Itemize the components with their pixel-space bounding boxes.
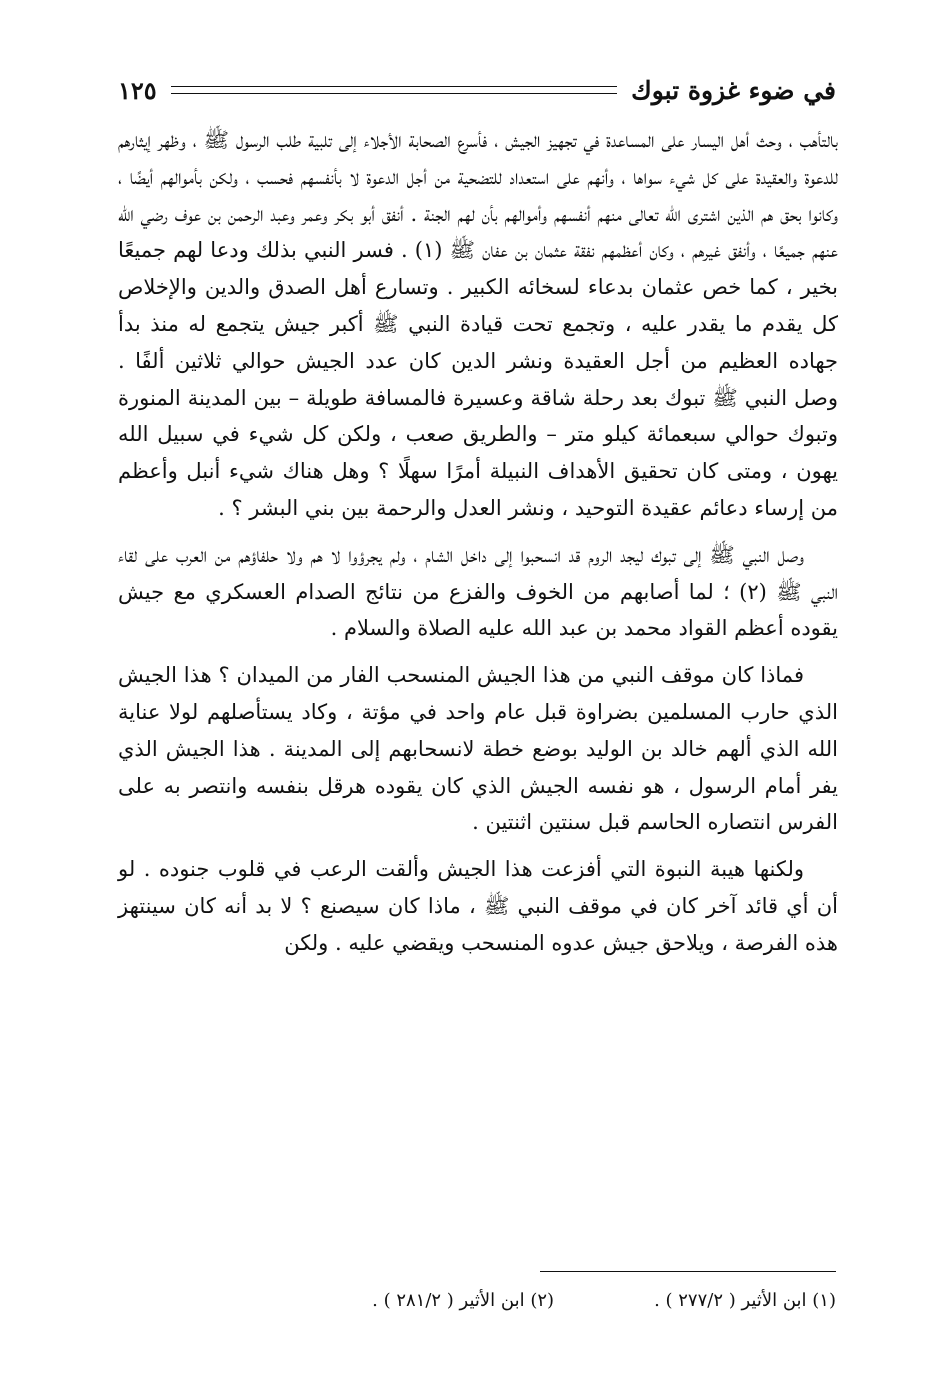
header-double-rule xyxy=(171,86,617,94)
footnote-separator xyxy=(540,1271,836,1272)
footnotes xyxy=(150,1290,836,1324)
page-body xyxy=(118,122,838,962)
footnote-1: (١) ابن الأثير ( ٢٧٧/٢ ) . xyxy=(654,1290,836,1311)
paragraph-2: وصل النبي ﷺ إلى تبوك ليجد الروم قد انسحبوا إلى داخل الشام ، ولم يجرؤوا لا هم ولا حلفاؤهم من العرب على لقاء النبي ﷺ (٢) ؛ لما أصابهم من الخوف والفزع من نتائج الصدام العسكري مع جيش يقوده أعظم القواد محمد بن عبد الله عليه الصلاة والسلام . xyxy=(118,542,838,641)
running-header xyxy=(118,70,836,110)
running-title: في ضوء غزوة تبوك xyxy=(631,75,836,105)
paragraph-1: بالتأهب ، وحث أهل اليسار على المساعدة في تجهيز الجيش ، فأسرع الصحابة الأجلاء إلى تلبية طلب الرسول ﷺ ، وظهر إيثارهم للدعوة والعقيدة على كل شيء سواها ، وأنهم على استعداد للتضحية من أجل الدعوة لا بأنفسهم فحسب ، ولكن بأموالهم أيضًا ، وكانوا بحق هم الذين اشترى الله تعالى منهم أنفسهم وأموالهم بأن لهم الجنة . أنفق أبو بكر وعمر وعبد الرحمن بن عوف رضي الله عنهم جميعًا ، وأنفق غيرهم ، وكان أعظمهم نفقة عثمان بن عفان ﷺ (١) . فسر النبي بذلك ودعا لهم جميعًا بخير ، كما خص عثمان بدعاء لسخائه الكبير . وتسارع أهل الصدق والدين والإخلاص كل يقدم ما يقدر عليه ، وتجمع تحت قيادة النبي ﷺ أكبر جيش يتجمع له منذ بدأ جهاده العظيم من أجل العقيدة ونشر الدين كان عدد الجيش حوالي ثلاثين ألفًا . وصل النبي ﷺ تبوك بعد رحلة شاقة وعسيرة فالمسافة طويلة – بين المدينة المنورة وتبوك حوالي سبعمائة كيلو متر – والطريق صعب ، ولكن كل شيء في سبيل الله يهون ، ومتى كان تحقيق الأهداف النبيلة أمرًا سهلًا ؟ وهل هناك شيء أنبل وأعظم من إرساء دعائم عقيدة التوحيد ، ونشر العدل والرحمة بين بني البشر ؟ . xyxy=(118,128,839,520)
paragraph-4: ولكنها هيبة النبوة التي أفزعت هذا الجيش وألقت الرعب في قلوب جنوده . لو أن أي قائد آخر كان في موقف النبي ﷺ ، ماذا كان سيصنع ؟ لا بد أنه كان سينتهز هذه الفرصة ، ويلاحق جيش عدوه المنسحب ويقضي عليه . ولكن xyxy=(118,857,838,955)
page-number: ١٢٥ xyxy=(118,75,157,105)
paragraph-3: فماذا كان موقف النبي من هذا الجيش المنسحب الفار من الميدان ؟ هذا الجيش الذي حارب المسلمين بضراوة قبل عام واحد في مؤتة ، وكاد يستأصلهم لولا عناية الله الذي ألهم خالد بن الوليد بوضع خطة لانسحابهم إلى المدينة . هذا الجيش الذي يفر أمام الرسول ، هو نفسه الجيش الذي كان يقوده هرقل بنفسه وانتصر به على الفرس انتصاره الحاسم قبل سنتين اثنتين . xyxy=(118,663,838,835)
footnote-2: (٢) ابن الأثير ( ٢٨١/٢ ) . xyxy=(372,1290,555,1311)
